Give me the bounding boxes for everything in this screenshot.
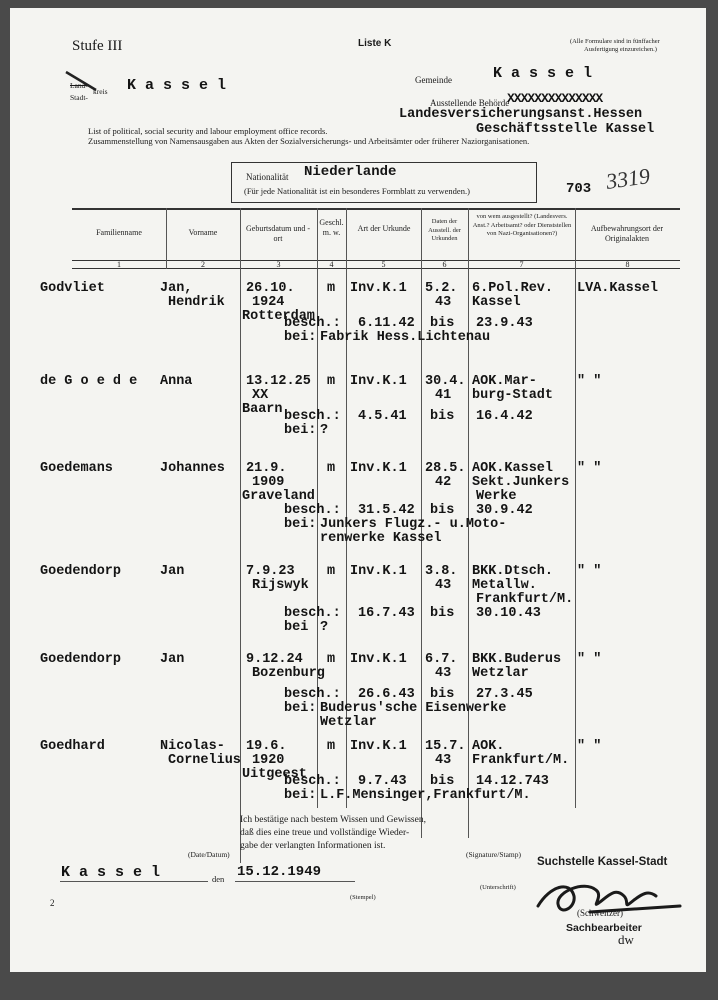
record-doc-type: Inv.K.1 (350, 461, 407, 476)
record-employer: Fabrik Hess.Lichtenau (320, 330, 491, 345)
record-doc-type: Inv.K.1 (350, 281, 407, 296)
record-birth-date: 9.12.24 (246, 652, 303, 667)
record-employed-label: besch.: (284, 503, 341, 518)
date-line (235, 881, 355, 882)
record-doc-type: Inv.K.1 (350, 564, 407, 579)
stamp-office: Suchstelle Kassel-Stadt (537, 856, 668, 868)
description-en: List of political, social security and labour employment office records. (88, 126, 328, 136)
record-sex: m (327, 564, 336, 579)
record-employer: ? (320, 620, 329, 635)
record-birth-date: 13.12.25 (246, 374, 311, 389)
record-until-label: bis (430, 316, 455, 331)
record-issuer: BKK.Buderus (472, 652, 562, 667)
certification-text: Ich bestätige nach bestem Wissen und Gewissen, daß dies eine treue und vollständige Wieder- gabe der verlangten Informationen ist. (240, 815, 426, 851)
col-header-birth: Geburtsdatum und -ort (246, 224, 310, 243)
record-employed-from: 31.5.42 (358, 503, 415, 518)
document-page (10, 8, 706, 972)
record-employer-label: bei: (284, 517, 317, 532)
col-header-doc-type: Art der Urkunde (357, 224, 411, 233)
record-issue-year: 43 (435, 578, 452, 593)
record-issue-date: 15.7. (425, 739, 466, 754)
record-sex: m (327, 739, 336, 754)
col-header-firstname: Vorname (188, 228, 218, 237)
col-num: 2 (201, 260, 205, 269)
record-issuer-3: Werke (476, 489, 517, 504)
land-label: Land- (70, 81, 88, 90)
record-archive: LVA.Kassel (577, 281, 659, 296)
record-issuer-2: Frankfurt/M. (472, 753, 570, 768)
record-firstname: Anna (160, 374, 193, 389)
record-birth-date: 21.9. (246, 461, 287, 476)
record-employer-2: renwerke Kassel (320, 531, 442, 546)
nationality-value: Niederlande (304, 164, 397, 180)
record-birth-year: Rijswyk (252, 578, 309, 593)
col-header-surname: Familienname (96, 228, 142, 237)
record-surname: Goedendorp (40, 652, 122, 667)
form-note: (Alle Formulare sind in fünffacher Ausfertigung einzureichen.) (570, 38, 660, 53)
col-num: 7 (519, 260, 524, 269)
place-line (60, 881, 208, 882)
handwritten-mark: 3319 (604, 163, 652, 194)
signer-title: Sachbearbeiter (566, 922, 642, 934)
record-employed-from: 26.6.43 (358, 687, 415, 702)
record-issuer-2: Sekt.Junkers (472, 475, 570, 490)
record-birth-place: Rotterdam (242, 309, 315, 324)
record-employed-from: 4.5.41 (358, 409, 407, 424)
record-employer: ? (320, 423, 329, 438)
record-firstname-2: Hendrik (168, 295, 225, 310)
record-firstname: Nicolas- (160, 739, 225, 754)
description-de: Zusammenstellung von Namensausgaben aus Akten der Sozialversicherungs- und Arbeitsämter oder früherer Naziorganisationen. (88, 136, 530, 146)
record-employer: Junkers Flugz.- u.Moto- (320, 517, 507, 532)
record-doc-type: Inv.K.1 (350, 739, 407, 754)
behoerde-label: Ausstellende Behörde (430, 98, 510, 108)
record-birth-year: 1924 (252, 295, 285, 310)
record-issue-year: 43 (435, 295, 452, 310)
record-employed-label: besch.: (284, 606, 341, 621)
record-issuer: AOK. (472, 739, 505, 754)
record-employer-2: Wetzlar (320, 715, 377, 730)
record-employed-to: 16.4.42 (476, 409, 533, 424)
behoerde-struck: XXXXXXXXXXXXXX (507, 91, 603, 106)
record-birth-date: 7.9.23 (246, 564, 295, 579)
behoerde-line-2: Geschäftsstelle Kassel (476, 122, 655, 137)
stempel-label: (Stempel) (350, 894, 376, 901)
col-header-sex: Geschl. m. w. (319, 218, 344, 237)
record-sex: m (327, 461, 336, 476)
record-firstname: Jan, (160, 281, 193, 296)
record-surname: Godvliet (40, 281, 105, 296)
record-issuer-2: Wetzlar (472, 666, 529, 681)
record-issue-date: 5.2. (425, 281, 458, 296)
col-header-archive: Aufbewahrungsort der Originalakten (590, 224, 664, 243)
signature-label: (Signature/Stamp) (466, 850, 521, 859)
record-birth-year: 1909 (252, 475, 285, 490)
unterschrift-label: (Unterschrift) (480, 884, 516, 891)
col-num: 3 (276, 260, 281, 269)
record-employed-to: 30.9.42 (476, 503, 533, 518)
record-birth-place: Baarn (242, 402, 283, 417)
gemeinde-value: K a s s e l (493, 65, 593, 82)
record-issuer: BKK.Dtsch. (472, 564, 554, 579)
record-birth-year: XX (252, 388, 269, 403)
record-employer-label: bei: (284, 330, 317, 345)
record-employed-label: besch.: (284, 316, 341, 331)
place-value: K a s s e l (61, 864, 161, 881)
record-issue-date: 3.8. (425, 564, 458, 579)
record-issuer-3: Frankfurt/M. (476, 592, 574, 607)
col-header-issuer: von wem ausgestellt? (Landesvers. Anst.? Arbeitsamt? oder Dienststellen von Nazi-Organisationen?) (472, 213, 572, 237)
record-firstname: Jan (160, 564, 185, 579)
record-sex: m (327, 374, 336, 389)
record-birth-year: Bozenburg (252, 666, 325, 681)
record-employed-label: besch.: (284, 409, 341, 424)
record-issue-year: 43 (435, 753, 452, 768)
record-firstname: Johannes (160, 461, 225, 476)
nationality-note: (Für jede Nationalität ist ein besonderes Formblatt zu verwenden.) (244, 186, 470, 196)
record-issuer: 6.Pol.Rev. (472, 281, 554, 296)
date-label: (Date/Datum) (188, 850, 230, 859)
col-num: 8 (625, 260, 630, 269)
record-employer-label: bei (284, 620, 309, 635)
stadt-label: Stadt- (70, 93, 88, 102)
liste-label: Liste K (358, 38, 392, 49)
record-birth-date: 19.6. (246, 739, 287, 754)
nationality-label: Nationalität (246, 172, 289, 182)
record-issue-date: 30.4. (425, 374, 466, 389)
kreis-label: kreis (93, 87, 108, 96)
record-doc-type: Inv.K.1 (350, 652, 407, 667)
record-until-label: bis (430, 687, 455, 702)
record-issue-year: 41 (435, 388, 452, 403)
record-birth-year: 1920 (252, 753, 285, 768)
record-archive: " " (577, 652, 602, 667)
record-issue-year: 42 (435, 475, 452, 490)
record-archive: " " (577, 564, 602, 579)
record-until-label: bis (430, 606, 455, 621)
den-label: den (212, 874, 225, 884)
behoerde-line-1: Landesversicherungsanst.Hessen (399, 107, 643, 122)
record-sex: m (327, 652, 336, 667)
record-employed-to: 30.10.43 (476, 606, 541, 621)
record-birth-date: 26.10. (246, 281, 295, 296)
record-employer: L.F.Mensinger,Frankfurt/M. (320, 788, 531, 803)
col-header-issue-date: Daten der Ausstell. der Urkunden (428, 218, 461, 242)
gemeinde-label: Gemeinde (415, 75, 452, 85)
record-employer-label: bei: (284, 788, 317, 803)
col-divider (575, 208, 576, 808)
record-birth-place: Graveland (242, 489, 315, 504)
record-archive: " " (577, 739, 602, 754)
initials: dw (618, 932, 634, 947)
record-issue-year: 43 (435, 666, 452, 681)
record-employed-from: 9.7.43 (358, 774, 407, 789)
record-employer-label: bei: (284, 423, 317, 438)
record-issuer-2: burg-Stadt (472, 388, 554, 403)
signer-name: (Schweitzer) (577, 908, 623, 918)
record-surname: Goedendorp (40, 564, 122, 579)
record-birth-place: Uitgeest (242, 767, 307, 782)
kreis-value: K a s s e l (127, 77, 227, 94)
col-num: 6 (442, 260, 447, 269)
record-until-label: bis (430, 409, 455, 424)
record-archive: " " (577, 374, 602, 389)
record-surname: de G o e d e (40, 374, 138, 389)
record-issue-date: 6.7. (425, 652, 458, 667)
record-employed-to: 23.9.43 (476, 316, 533, 331)
record-issuer-2: Metallw. (472, 578, 537, 593)
page-number: 703 (566, 181, 592, 197)
record-until-label: bis (430, 503, 455, 518)
page-mark: 2 (50, 898, 55, 908)
record-employed-from: 6.11.42 (358, 316, 415, 331)
col-num: 5 (381, 260, 386, 269)
record-firstname-2: Cornelius (168, 753, 241, 768)
record-employed-to: 27.3.45 (476, 687, 533, 702)
record-issue-date: 28.5. (425, 461, 466, 476)
stufe-label: Stufe III (72, 38, 123, 54)
record-surname: Goedhard (40, 739, 105, 754)
col-num: 4 (329, 260, 334, 269)
date-value: 15.12.1949 (237, 864, 322, 880)
record-issuer: AOK.Mar- (472, 374, 537, 389)
record-surname: Goedemans (40, 461, 113, 476)
record-issuer: AOK.Kassel (472, 461, 554, 476)
record-employer: Buderus'sche Eisenwerke (320, 701, 507, 716)
table-top-rule (72, 208, 680, 210)
record-firstname: Jan (160, 652, 185, 667)
col-num: 1 (117, 260, 121, 269)
record-sex: m (327, 281, 336, 296)
record-until-label: bis (430, 774, 455, 789)
record-employed-label: besch.: (284, 687, 341, 702)
record-employer-label: bei: (284, 701, 317, 716)
record-employed-from: 16.7.43 (358, 606, 415, 621)
record-doc-type: Inv.K.1 (350, 374, 407, 389)
record-archive: " " (577, 461, 602, 476)
record-employed-to: 14.12.743 (476, 774, 549, 789)
record-issuer-2: Kassel (472, 295, 521, 310)
record-employed-label: besch.: (284, 774, 341, 789)
